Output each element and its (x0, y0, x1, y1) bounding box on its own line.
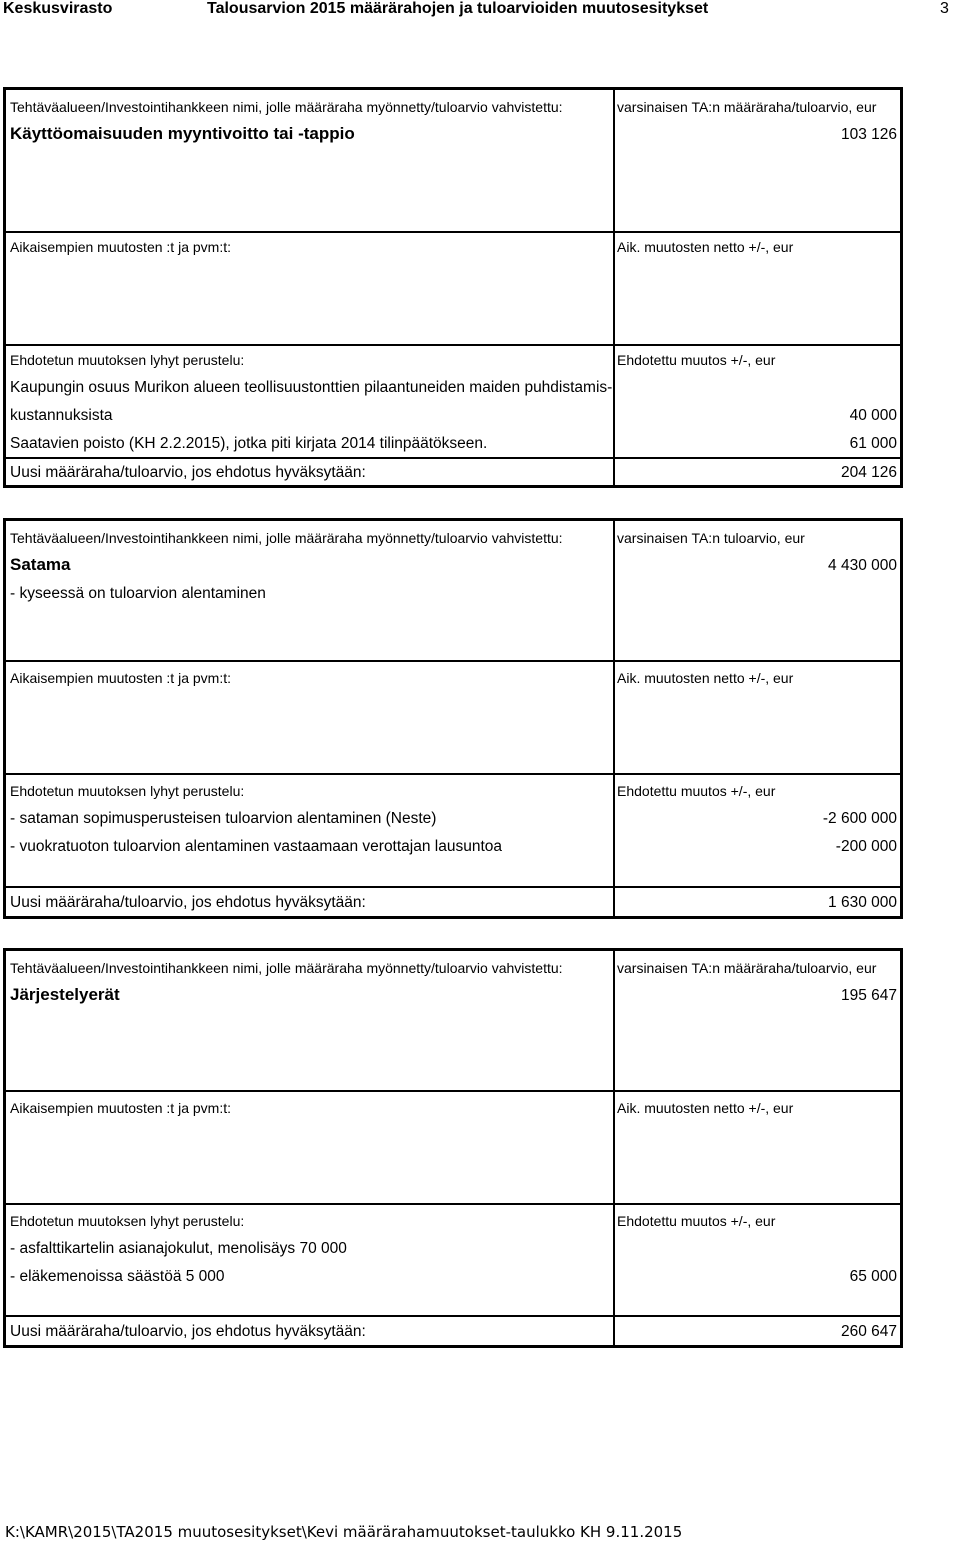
earlier-changes-label: Aikaisempien muutosten :t ja pvm:t: (10, 1100, 231, 1116)
divider (6, 1090, 900, 1092)
reason-text: - vuokratuoton tuloarvion alentaminen vastaamaan verottajan lausuntoa (10, 838, 503, 855)
budget-value: 103 126 (840, 126, 897, 143)
reason-text: kustannuksista (10, 407, 113, 424)
earlier-changes-label: Aikaisempien muutosten :t ja pvm:t: (10, 670, 231, 686)
column-divider (613, 951, 615, 1345)
page-title: Talousarvion 2015 määrärahojen ja tuloarvioiden muutosesitykset (207, 0, 709, 17)
header-org: Keskusvirasto (3, 0, 113, 17)
divider (6, 1203, 900, 1205)
new-total-value: 1 630 000 (828, 894, 897, 911)
change-label: Ehdotettu muutos +/-, eur (617, 352, 776, 368)
reason-value: -200 000 (835, 838, 897, 855)
reason-value: 65 000 (849, 1268, 897, 1285)
divider (6, 886, 900, 888)
reason-label: Ehdotetun muutoksen lyhyt perustelu: (10, 783, 245, 799)
earlier-net-label: Aik. muutosten netto +/-, eur (617, 1100, 794, 1116)
divider (6, 660, 900, 662)
task-label: Tehtäväalueen/Investointihankkeen nimi, jolle määräraha myönnetty/tuloarvio vahvistettu: (10, 960, 563, 976)
task-note: - kyseessä on tuloarvion alentaminen (10, 585, 266, 602)
budget-block-1 (3, 87, 903, 488)
page-number: 3 (940, 0, 949, 17)
reason-text: Saatavien poisto (KH 2.2.2015), jotka piti kirjata 2014 tilinpäätökseen. (10, 435, 488, 452)
budget-value: 4 430 000 (828, 557, 897, 574)
budget-label: varsinaisen TA:n määräraha/tuloarvio, eur (617, 960, 877, 976)
budget-block-2 (3, 518, 903, 919)
change-label: Ehdotettu muutos +/-, eur (617, 783, 776, 799)
new-total-label: Uusi määräraha/tuloarvio, jos ehdotus hyväksytään: (10, 1323, 366, 1340)
reason-text: - sataman sopimusperusteisen tuloarvion alentaminen (Neste) (10, 810, 437, 827)
task-name: Käyttöomaisuuden myyntivoitto tai -tappio (10, 124, 355, 143)
task-name: Satama (10, 555, 71, 574)
task-label: Tehtäväalueen/Investointihankkeen nimi, jolle määräraha myönnetty/tuloarvio vahvistettu: (10, 99, 563, 115)
new-total-label: Uusi määräraha/tuloarvio, jos ehdotus hyväksytään: (10, 894, 366, 911)
reason-value: 40 000 (849, 407, 897, 424)
budget-block-3 (3, 948, 903, 1348)
column-divider (613, 521, 615, 916)
budget-label: varsinaisen TA:n tuloarvio, eur (617, 530, 805, 546)
new-total-value: 260 647 (840, 1323, 897, 1340)
reason-label: Ehdotetun muutoksen lyhyt perustelu: (10, 1213, 245, 1229)
task-name: Järjestelyerät (10, 985, 120, 1004)
reason-text: - asfalttikartelin asianajokulut, menolisäys 70 000 (10, 1240, 347, 1257)
reason-text: - eläkemenoissa säästöä 5 000 (10, 1268, 225, 1285)
reason-value: 61 000 (849, 435, 897, 452)
reason-value: -2 600 000 (822, 810, 897, 827)
earlier-net-label: Aik. muutosten netto +/-, eur (617, 239, 794, 255)
earlier-changes-label: Aikaisempien muutosten :t ja pvm:t: (10, 239, 231, 255)
column-divider (613, 90, 615, 485)
reason-text: Kaupungin osuus Murikon alueen teollisuustonttien pilaantuneiden maiden puhdistamis- (10, 379, 613, 396)
reason-label: Ehdotetun muutoksen lyhyt perustelu: (10, 352, 245, 368)
divider (6, 231, 900, 233)
file-path-footer: K:\KAMR\2015\TA2015 muutosesitykset\Kevi määrärahamuutokset-taulukko KH 9.11.2015 (5, 1523, 683, 1541)
new-total-value: 204 126 (840, 464, 897, 481)
new-total-label: Uusi määräraha/tuloarvio, jos ehdotus hyväksytään: (10, 464, 366, 481)
budget-value: 195 647 (840, 987, 897, 1004)
divider (6, 1315, 900, 1317)
earlier-net-label: Aik. muutosten netto +/-, eur (617, 670, 794, 686)
budget-label: varsinaisen TA:n määräraha/tuloarvio, eur (617, 99, 877, 115)
divider (6, 457, 900, 459)
divider (6, 344, 900, 346)
task-label: Tehtäväalueen/Investointihankkeen nimi, jolle määräraha myönnetty/tuloarvio vahvistettu: (10, 530, 563, 546)
divider (6, 773, 900, 775)
change-label: Ehdotettu muutos +/-, eur (617, 1213, 776, 1229)
